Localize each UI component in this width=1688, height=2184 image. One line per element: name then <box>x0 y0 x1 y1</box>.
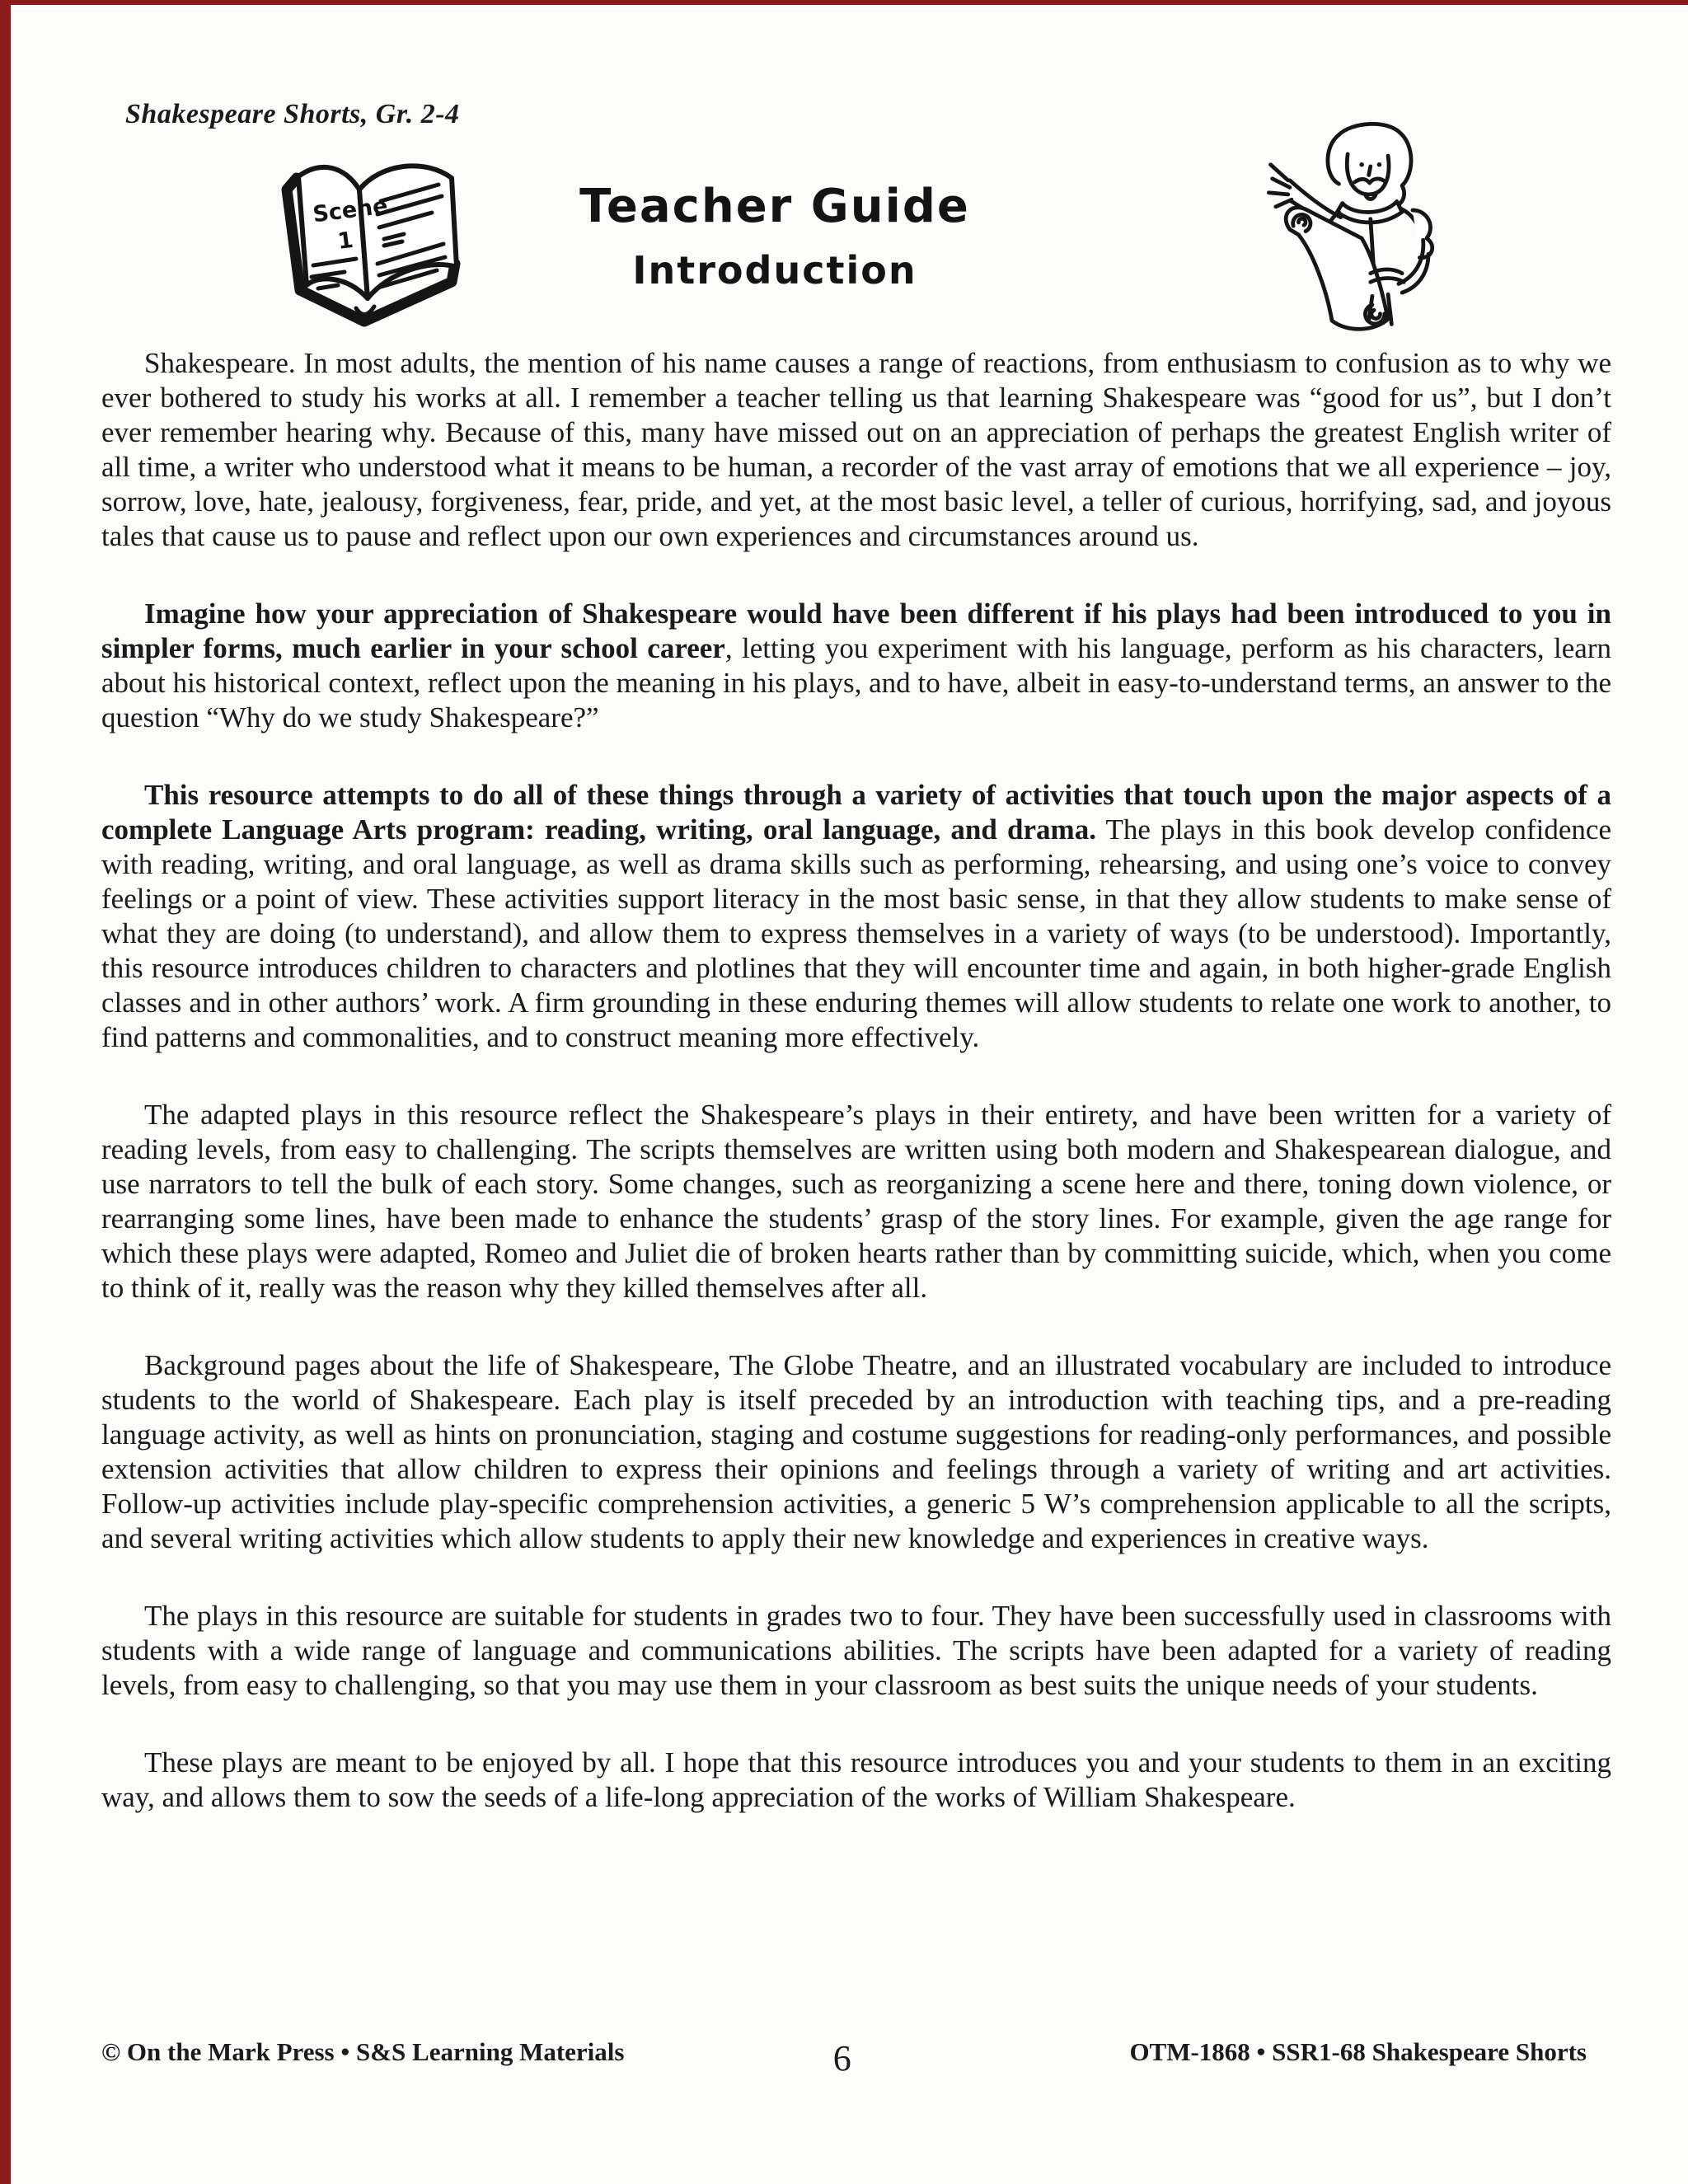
footer-copyright: © On the Mark Press • S&S Learning Materials <box>101 2037 625 2066</box>
body-text <box>101 346 1611 1858</box>
paragraph-2-text: , letting you experiment with his language, perform as his characters, learn about his historical context, reflect upon the meaning in his plays, and to have, albeit in easy-to-understand terms, an answer to the question “Why do we study Shakespeare?” <box>101 632 1611 733</box>
paragraph-5 <box>101 1348 1611 1556</box>
shakespeare-icon <box>1240 114 1451 333</box>
paragraph-1 <box>101 346 1611 554</box>
paragraph-3 <box>101 778 1611 1055</box>
paragraph-2-bold: Imagine how your appreciation of Shakespeare would have been different if his plays had been introduced to you in simpler forms, much earlier in your school career <box>101 598 1611 664</box>
scene-label: Scene <box>311 193 390 228</box>
paragraph-3-bold: This resource attempts to do all of these things through a variety of activities that touch upon the major aspects of a complete Language Arts program: reading, writing, oral language, and drama. <box>101 779 1611 846</box>
page-number: 6 <box>832 2038 851 2079</box>
series-title: Shakespeare Shorts, Gr. 2-4 <box>125 99 460 129</box>
paragraph-7-text: These plays are meant to be enjoyed by all. I hope that this resource introduces you and your students to them in an exciting way, and allows them to sow the seeds of a life-long appreciation of the works of William Shakespeare. <box>101 1746 1611 1813</box>
paragraph-2 <box>101 597 1611 735</box>
page-subtitle: Introduction <box>632 248 917 293</box>
footer-product-code: OTM-1868 • SSR1-68 Shakespeare Shorts <box>1129 2037 1587 2066</box>
paragraph-4-text: The adapted plays in this resource reflect the Shakespeare’s plays in their entirety, and have been written for a variety of reading levels, from easy to challenging. The scripts themselves are written using both modern and Shakespearean dialogue, and use narrators to tell the bulk of each story. Some changes, such as reorganizing a scene here and there, toning down violence, or rearranging some lines, have been made to enhance the students’ grasp of the story lines. For example, given the age range for which these plays were adapted, Romeo and Juliet die of broken hearts rather than by committing suicide, which, when you come to think of it, really was the reason why they killed themselves after all. <box>101 1099 1611 1304</box>
title-block <box>544 180 1006 293</box>
scan-edge-stripe-left <box>0 0 11 2184</box>
paragraph-7 <box>101 1746 1611 1815</box>
scan-edge-stripe-top <box>0 0 1688 5</box>
paragraph-6 <box>101 1599 1611 1703</box>
page-title: Teacher Guide <box>579 180 970 233</box>
paragraph-3-text: The plays in this book develop confidence with reading, writing, and oral language, as well as drama skills such as performing, rehearsing, and using one’s voice to convey feelings or a point of view. These activities support literacy in the most basic sense, in that they allow students to make sense of what they are doing (to understand), and allow them to express themselves in a variety of ways (to be understood). Importantly, this resource introduces children to characters and plotlines that they will encounter time and again, in both higher-grade English classes and in other authors’ work. A firm grounding in these enduring themes will allow students to relate one work to another, to find patterns and commonalities, and to construct meaning more effectively. <box>101 813 1612 1053</box>
paragraph-4 <box>101 1098 1611 1305</box>
open-book-icon <box>262 150 470 330</box>
page-footer <box>101 2037 1587 2079</box>
paragraph-6-text: The plays in this resource are suitable for students in grades two to four. They have been successfully used in classrooms with students with a wide range of language and communications abilities. The scripts have been adapted for a variety of reading levels, from easy to challenging, so that you may use them in your classroom as best suits the unique needs of your students. <box>101 1600 1611 1701</box>
paragraph-1-text: Shakespeare. In most adults, the mention of his name causes a range of reactions, from enthusiasm to confusion as to why we ever bothered to study his works at all. I remember a teacher telling us that learning Shakespeare was “good for us”, but I don’t ever remember hearing why. Because of this, many have missed out on an appreciation of perhaps the greatest English writer of all time, a writer who understood what it means to be human, a recorder of the vast array of emotions that we all experience – joy, sorrow, love, hate, jealousy, forgiveness, fear, pride, and yet, at the most basic level, a teller of curious, horrifying, sad, and joyous tales that cause us to pause and reflect upon our own experiences and circumstances around us. <box>101 347 1611 552</box>
scene-number-label: 1 <box>335 227 355 255</box>
paragraph-5-text: Background pages about the life of Shakespeare, The Globe Theatre, and an illustrated vocabulary are included to introduce students to the world of Shakespeare. Each play is itself preceded by an introduction with teaching tips, and a pre-reading language activity, as well as hints on pronunciation, staging and costume suggestions for reading-only performances, and possible extension activities that allow children to express their opinions and feelings through a variety of writing and art activities. Follow-up activities include play-specific comprehension activities, a generic 5 W’s comprehension applicable to all the scripts, and several writing activities which allow students to apply their new knowledge and experiences in creative ways. <box>101 1349 1611 1554</box>
